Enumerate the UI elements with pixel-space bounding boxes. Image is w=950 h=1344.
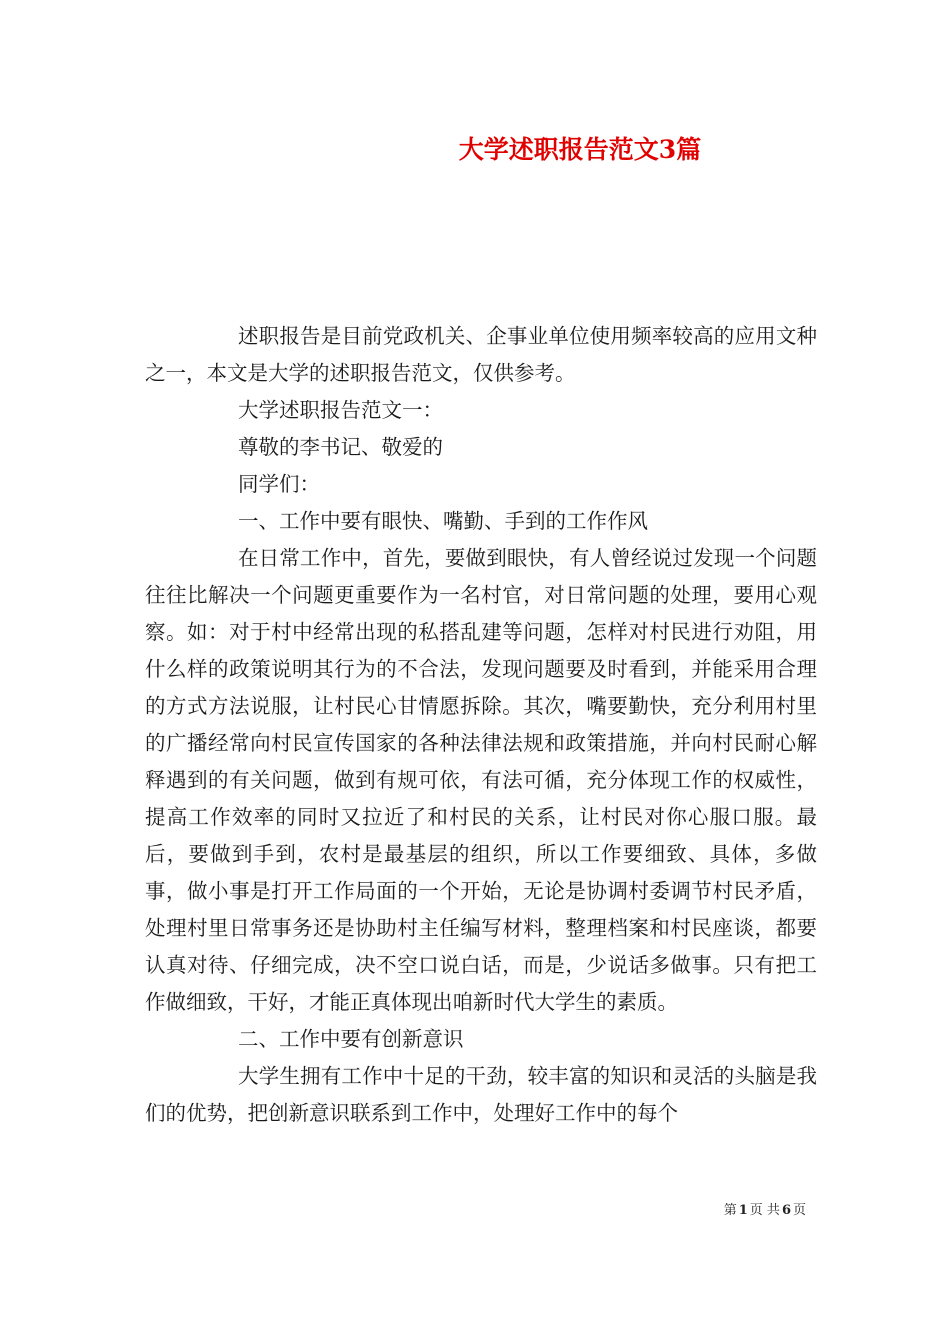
footer-total-pages: 6 (781, 1203, 791, 1218)
heading-innovation: 二、工作中要有创新意识 (238, 1027, 464, 1051)
work-style-paragraph: 在日常工作中，首先，要做到眼快，有人曾经说过发现一个问题往往比解决一个问题更重要作为一名村官，对日常问题的处理，要用心观察。如：对于村中经常出现的私搭乱建等问题，怎样对村民进行劝阻，用什么样的政策说明其行为的不合法，发现问题要及时看到，并能采用合理的方式方法说服，让村民心甘情愿拆除。其次，嘴要勤快，充分利用村里的广播经常向村民宣传国家的各种法律法规和政策措施，并向村民耐心解释遇到的有关问题，做到有规可依，有法可循，充分体现工作的权威性，提高工作效率的同时又拉近了和村民的关系，让村民对你心服口服。最后，要做到手到，农村是最基层的组织，所以工作要细致、具体，多做事，做小事是打开工作局面的一个开始，无论是协调村委调节村民矛盾，处理村里日常事务还是协助村主任编写材料，整理档案和村民座谈，都要认真对待、仔细完成，决不空口说白话，而是，少说话多做事。只有把工作做细致，干好，才能正真体现出咱新时代大学生的素质。 (145, 546, 817, 1014)
section-heading-sample-one: 大学述职报告范文一： (238, 398, 443, 422)
page-footer (724, 1202, 806, 1220)
innovation-paragraph: 大学生拥有工作中十足的干劲，较丰富的知识和灵活的头脑是我们的优势，把创新意识联系到工作中，处理好工作中的每个 (145, 1064, 817, 1125)
heading-work-style: 一、工作中要有眼快、嘴勤、手到的工作作风 (238, 509, 648, 533)
salutation-line: 尊敬的李书记、敬爱的 (238, 435, 443, 459)
document-title: 大学述职报告范文3篇 (458, 135, 702, 164)
intro-paragraph: 述职报告是目前党政机关、企事业单位使用频率较高的应用文种之一，本文是大学的述职报告范文，仅供参考。 (145, 324, 817, 385)
footer-prefix: 第 (723, 1203, 737, 1218)
footer-middle: 页 共 (749, 1203, 780, 1218)
footer-page-number: 1 (738, 1203, 748, 1218)
salutation-line-continued: 同学们： (238, 472, 320, 496)
document-body (145, 318, 817, 1132)
footer-suffix: 页 (792, 1203, 806, 1218)
